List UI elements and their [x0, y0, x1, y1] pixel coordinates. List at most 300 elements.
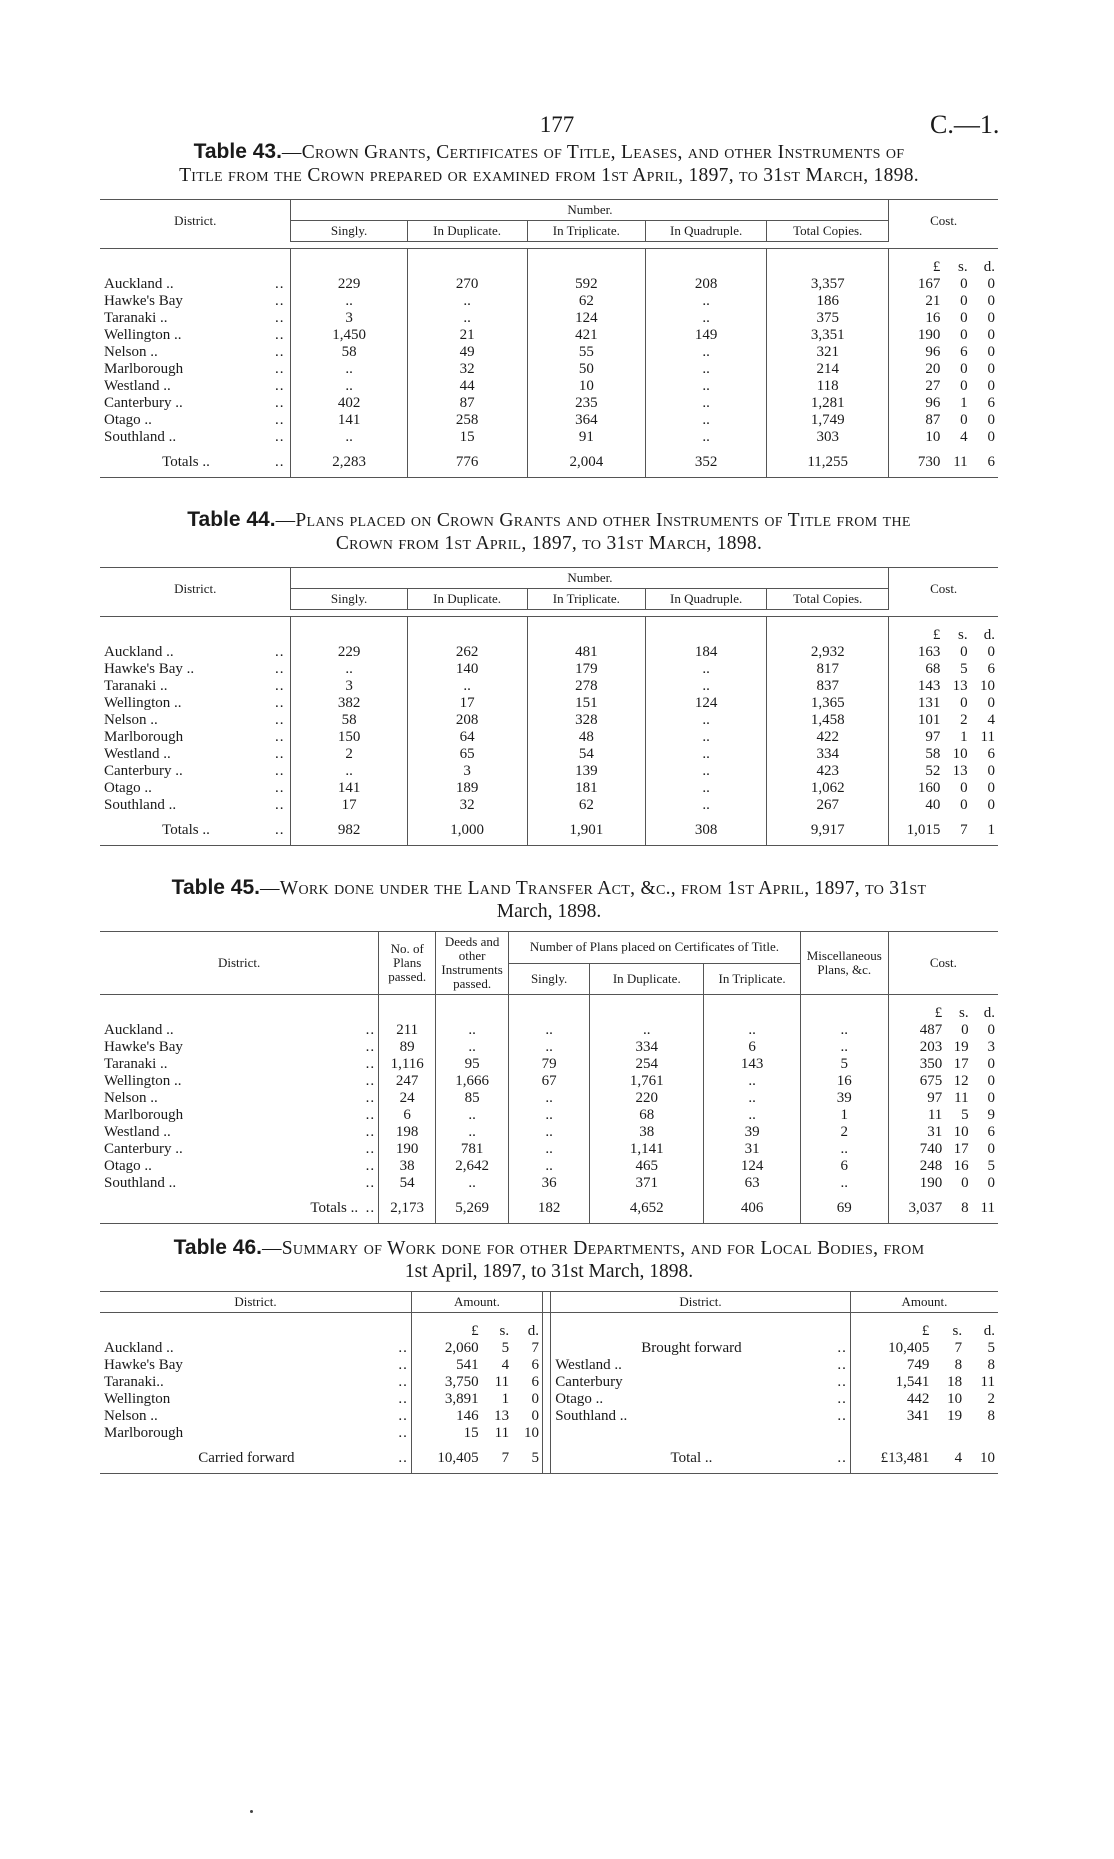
- count-cell: 254: [590, 1056, 704, 1073]
- column-gap: [543, 1374, 551, 1391]
- cost-pounds: 96: [925, 395, 941, 411]
- count-cell: 179: [527, 661, 646, 678]
- cost-shillings: 0: [960, 695, 968, 711]
- count-cell: 141: [291, 780, 407, 797]
- column-gap: [543, 1425, 551, 1442]
- district-name: Canterbury ..: [104, 763, 183, 779]
- table-row: [100, 310, 998, 327]
- header-total-copies: Total Copies.: [767, 221, 889, 242]
- leader-dots: ..: [272, 327, 291, 344]
- count-cell: ..: [800, 1141, 888, 1158]
- count-cell: 184: [646, 644, 767, 661]
- count-cell: 592: [527, 276, 646, 293]
- leader-dots: ..: [272, 293, 291, 310]
- count-cell: 837: [767, 678, 889, 695]
- leader-dots: ..: [272, 780, 291, 797]
- district-name: Westland ..: [555, 1357, 622, 1373]
- cost-pence: 4: [987, 712, 995, 728]
- leader-dots: ..: [272, 712, 291, 729]
- total-shillings: 7: [501, 1450, 510, 1466]
- table-44-grid: District. Number. Cost. Singly. In Duplicate. In Triplicate. In Quadruple. Total Copies. £ s. d. Auckland .. .. 229 262 481 184 2,932 163 0 0 Hawke's Bay .. .. .. 140 179 .. 817 68 5 6 Taranaki .. .. 3 .. 278 .. 837 143 13 10 Wellington .. .. 382 17 151 124 1,365 131 0 0 Nelson .. .. 58 208 328 .. 1,458 101 2 4 Marlborough .. 150 64 48 .. 422 97 1 11 Westland .. .. 2 65 54 .. 334 58 10 6 Canterbury .. .. .. 3 139 .. 423 52 13 0 Otago .. .. 141 189 181 .. 1,062 160 0 0 Southland .. .. 17 32 62 .. 267 40 0 0 Totals .. .. 982 1,000 1,901 308 9,917 1,015 7 1: [100, 567, 998, 846]
- count-cell: ..: [509, 1141, 590, 1158]
- table-row: [100, 1039, 998, 1056]
- count-cell: 32: [407, 797, 527, 814]
- leader-dots: ..: [272, 412, 291, 429]
- cost-pence: 0: [987, 276, 995, 292]
- cost-pounds: 31: [927, 1124, 943, 1140]
- count-cell: 151: [527, 695, 646, 712]
- count-cell: 186: [767, 293, 889, 310]
- district-name: Otago ..: [104, 1158, 152, 1174]
- amount-pence: 2: [987, 1391, 995, 1407]
- column-gap: [543, 1391, 551, 1408]
- cost-pence: 0: [987, 310, 995, 326]
- count-cell: 3,357: [767, 276, 889, 293]
- district-name: Auckland ..: [104, 1340, 174, 1356]
- table-row: [100, 1175, 998, 1192]
- cost-shillings: 5: [961, 1107, 969, 1123]
- count-cell: ..: [509, 1124, 590, 1141]
- header-duplicate: In Duplicate.: [407, 221, 527, 242]
- leader-dots: ..: [272, 378, 291, 395]
- count-cell: 17: [291, 797, 407, 814]
- leader-dots: ..: [272, 395, 291, 412]
- count-cell: 189: [407, 780, 527, 797]
- cost-pounds: 21: [925, 293, 941, 309]
- count-cell: 1,450: [291, 327, 407, 344]
- district-name: Hawke's Bay: [104, 293, 183, 309]
- header-plans-placed: Number of Plans placed on Certificates of Title.: [509, 932, 801, 964]
- table-row: [100, 1374, 998, 1391]
- table-row: [100, 412, 998, 429]
- count-cell: ..: [646, 395, 767, 412]
- count-cell: 48: [527, 729, 646, 746]
- cost-shillings: 5: [960, 661, 968, 677]
- total-cell: 2,004: [527, 446, 646, 478]
- count-cell: 91: [527, 429, 646, 446]
- district-name: Auckland ..: [104, 644, 174, 660]
- count-cell: 3,351: [767, 327, 889, 344]
- cost-pounds: 163: [917, 644, 941, 660]
- cost-pounds: 487: [919, 1022, 943, 1038]
- count-cell: ..: [509, 1039, 590, 1056]
- header-number: Number.: [291, 200, 889, 221]
- count-cell: 2,642: [436, 1158, 509, 1175]
- header-cost: Cost.: [930, 580, 958, 596]
- district-name: Marlborough: [104, 361, 184, 377]
- count-cell: 38: [590, 1124, 704, 1141]
- amount-pounds: 1,541: [895, 1374, 930, 1390]
- total-cell: 776: [407, 446, 527, 478]
- amount-shillings: 4: [501, 1357, 510, 1373]
- district-name: Southland ..: [555, 1408, 628, 1424]
- count-cell: 31: [704, 1141, 801, 1158]
- count-cell: 267: [767, 797, 889, 814]
- table-row: [100, 429, 998, 446]
- header-district: District.: [100, 200, 291, 242]
- district-name: Wellington: [104, 1391, 171, 1407]
- count-cell: 6: [800, 1158, 888, 1175]
- cost-shillings: 1: [960, 729, 968, 745]
- table-row: [100, 1340, 998, 1357]
- cost-shillings: 11: [954, 1090, 969, 1106]
- count-cell: 214: [767, 361, 889, 378]
- total-pounds: 3,037: [908, 1200, 943, 1216]
- count-cell: ..: [646, 780, 767, 797]
- count-cell: 423: [767, 763, 889, 780]
- leader-dots: ..: [272, 344, 291, 361]
- count-cell: ..: [800, 1175, 888, 1192]
- table-row: [100, 276, 998, 293]
- totals-row: [100, 1442, 998, 1474]
- count-cell: ..: [800, 1039, 888, 1056]
- total-cell: 308: [646, 814, 767, 846]
- district-name: Hawke's Bay: [104, 1039, 183, 1055]
- total-pence: 11: [980, 1200, 995, 1216]
- count-cell: 817: [767, 661, 889, 678]
- table-row: [100, 1357, 998, 1374]
- header-cost: Cost.: [929, 955, 957, 970]
- count-cell: 10: [527, 378, 646, 395]
- grand-total-label: Total ..: [670, 1450, 713, 1466]
- cost-pence: 0: [987, 763, 995, 779]
- leader-dots: ..: [272, 429, 291, 446]
- cost-pence: 6: [987, 746, 995, 762]
- district-name: Nelson ..: [104, 712, 158, 728]
- cost-pence: 5: [987, 1158, 995, 1174]
- district-name: Auckland ..: [104, 1022, 174, 1038]
- district-name: Taranaki ..: [104, 678, 168, 694]
- header-district: District.: [100, 568, 291, 610]
- cost-pence: 6: [987, 661, 995, 677]
- count-cell: ..: [646, 678, 767, 695]
- count-cell: 54: [379, 1175, 436, 1192]
- table-row: [100, 1158, 998, 1175]
- table-row: [100, 695, 998, 712]
- count-cell: 328: [527, 712, 646, 729]
- count-cell: ..: [704, 1090, 801, 1107]
- table-row: [100, 763, 998, 780]
- count-cell: 62: [527, 797, 646, 814]
- header-duplicate: In Duplicate.: [407, 589, 527, 610]
- leader-dots: ..: [272, 310, 291, 327]
- count-cell: 17: [407, 695, 527, 712]
- count-cell: 58: [291, 344, 407, 361]
- count-cell: ..: [436, 1124, 509, 1141]
- count-cell: ..: [646, 661, 767, 678]
- header-amount-left: Amount.: [411, 1292, 542, 1313]
- table-46: [100, 1236, 998, 1474]
- count-cell: ..: [646, 361, 767, 378]
- cost-pence: 0: [987, 412, 995, 428]
- table-row: [100, 361, 998, 378]
- count-cell: 67: [509, 1073, 590, 1090]
- cost-pence: 0: [987, 429, 995, 445]
- count-cell: 89: [379, 1039, 436, 1056]
- total-pence: 10: [980, 1450, 995, 1466]
- cost-pounds: 16: [925, 310, 941, 326]
- leader-dots: ..: [393, 1357, 412, 1374]
- cost-shillings: 1: [960, 395, 968, 411]
- totals-row: [100, 814, 998, 846]
- table-46-number: Table 46.: [173, 1236, 262, 1259]
- count-cell: ..: [800, 1022, 888, 1039]
- count-cell: 229: [291, 276, 407, 293]
- amount-pence: 0: [512, 1408, 542, 1425]
- cost-shillings: 10: [953, 1124, 969, 1140]
- cost-pounds: 675: [919, 1073, 943, 1089]
- count-cell: 85: [436, 1090, 509, 1107]
- leader-dots: ..: [361, 1192, 379, 1224]
- district-name: Nelson ..: [104, 344, 158, 360]
- count-cell: 49: [407, 344, 527, 361]
- count-cell: ..: [646, 763, 767, 780]
- leader-dots: ..: [361, 1158, 379, 1175]
- count-cell: 64: [407, 729, 527, 746]
- carried-forward-label: Carried forward: [198, 1450, 295, 1466]
- cost-pence: 6: [987, 1124, 995, 1140]
- count-cell: 95: [436, 1056, 509, 1073]
- count-cell: 141: [291, 412, 407, 429]
- count-cell: 65: [407, 746, 527, 763]
- leader-dots: ..: [272, 644, 291, 661]
- table-row: [100, 780, 998, 797]
- cost-shillings: 4: [960, 429, 968, 445]
- cost-pounds: 97: [927, 1090, 943, 1106]
- amount-pence: 7: [512, 1340, 542, 1357]
- leader-dots: ..: [272, 446, 291, 478]
- district-name: Nelson ..: [104, 1408, 158, 1424]
- table-row: [100, 1107, 998, 1124]
- count-cell: 1,365: [767, 695, 889, 712]
- table-row: [100, 293, 998, 310]
- table-row: [100, 1408, 998, 1425]
- amount-pence: [965, 1425, 998, 1442]
- total-cell: 352: [646, 446, 767, 478]
- count-cell: ..: [646, 429, 767, 446]
- cost-pounds: 131: [917, 695, 941, 711]
- district-name: Marlborough: [104, 1107, 184, 1123]
- count-cell: 24: [379, 1090, 436, 1107]
- table-45: [100, 876, 998, 1224]
- leader-dots: ..: [393, 1425, 412, 1442]
- cost-shillings: 10: [952, 746, 968, 762]
- district-name: Canterbury ..: [104, 1141, 183, 1157]
- total-cell: 982: [291, 814, 407, 846]
- leader-dots: ..: [361, 1107, 379, 1124]
- count-cell: 3: [291, 310, 407, 327]
- count-cell: 270: [407, 276, 527, 293]
- district-name: [551, 1425, 832, 1442]
- count-cell: 3: [291, 678, 407, 695]
- district-name: Canterbury ..: [104, 395, 183, 411]
- total-cell: 11,255: [767, 446, 889, 478]
- count-cell: 150: [291, 729, 407, 746]
- cost-pounds: 52: [925, 763, 941, 779]
- count-cell: 118: [767, 378, 889, 395]
- count-cell: 421: [527, 327, 646, 344]
- count-cell: 143: [704, 1056, 801, 1073]
- amount-shillings: 5: [501, 1340, 510, 1356]
- leader-dots: ..: [272, 678, 291, 695]
- amount-shillings: 10: [947, 1391, 963, 1407]
- cost-pence: 0: [987, 1175, 995, 1191]
- table-row: [100, 661, 998, 678]
- total-shillings: 7: [960, 822, 968, 838]
- header-singly: Singly.: [291, 221, 407, 242]
- count-cell: 278: [527, 678, 646, 695]
- leader-dots: ..: [832, 1408, 851, 1425]
- table-row: [100, 797, 998, 814]
- leader-dots: ..: [361, 1056, 379, 1073]
- table-row: [100, 327, 998, 344]
- count-cell: 50: [527, 361, 646, 378]
- count-cell: 371: [590, 1175, 704, 1192]
- header-duplicate: In Duplicate.: [590, 963, 704, 994]
- leader-dots: ..: [361, 1090, 379, 1107]
- leader-dots: ..: [832, 1374, 851, 1391]
- count-cell: ..: [291, 361, 407, 378]
- page-number: 177: [539, 112, 575, 137]
- table-row: [100, 1073, 998, 1090]
- leader-dots: ..: [272, 661, 291, 678]
- total-pence: 6: [987, 454, 995, 470]
- amount-pounds: [850, 1425, 932, 1442]
- count-cell: ..: [509, 1090, 590, 1107]
- cost-pounds: 160: [917, 780, 941, 796]
- total-cell: 2,283: [291, 446, 407, 478]
- cost-pence: 10: [980, 678, 995, 694]
- count-cell: 1: [800, 1107, 888, 1124]
- total-shillings: 11: [953, 454, 968, 470]
- cost-pence: 0: [987, 361, 995, 377]
- leader-dots: ..: [272, 361, 291, 378]
- count-cell: 334: [590, 1039, 704, 1056]
- header-amount-right: Amount.: [850, 1292, 998, 1313]
- amount-pence: 11: [980, 1374, 995, 1390]
- header-misc-plans: Miscellaneous Plans, &c.: [800, 932, 888, 995]
- count-cell: ..: [509, 1022, 590, 1039]
- table-45-caption: Table 45.—Work done under the Land Transfer Act, &c., from 1st April, 1897, to 31st March, 1898.: [171, 876, 927, 922]
- count-cell: ..: [646, 293, 767, 310]
- stray-mark: [250, 1810, 253, 1813]
- cost-pounds: 350: [919, 1056, 943, 1072]
- cost-pounds: 58: [925, 746, 941, 762]
- cost-shillings: 0: [960, 327, 968, 343]
- count-cell: 247: [379, 1073, 436, 1090]
- cost-shillings: 0: [961, 1022, 969, 1038]
- cost-pence: 0: [987, 695, 995, 711]
- count-cell: 87: [407, 395, 527, 412]
- total-cell: 1,000: [407, 814, 527, 846]
- cost-pence: 0: [987, 344, 995, 360]
- totals-row: [100, 1192, 998, 1224]
- cost-pence: 0: [987, 644, 995, 660]
- count-cell: ..: [436, 1107, 509, 1124]
- header-triplicate: In Triplicate.: [704, 963, 801, 994]
- count-cell: ..: [436, 1175, 509, 1192]
- table-row: [100, 1022, 998, 1039]
- header-triplicate: In Triplicate.: [527, 221, 646, 242]
- count-cell: 181: [527, 780, 646, 797]
- district-name: Wellington ..: [104, 1073, 182, 1089]
- amount-pounds: 541: [456, 1357, 479, 1373]
- count-cell: 140: [407, 661, 527, 678]
- count-cell: ..: [436, 1039, 509, 1056]
- cost-pence: 0: [987, 293, 995, 309]
- cost-shillings: 13: [952, 678, 968, 694]
- cost-pounds: 68: [925, 661, 941, 677]
- total-pounds: £13,481: [880, 1450, 930, 1466]
- leader-dots: ..: [393, 1442, 412, 1474]
- cost-pounds: 27: [925, 378, 941, 394]
- count-cell: ..: [704, 1073, 801, 1090]
- table-43-caption: Table 43.—Crown Grants, Certificates of Title, Leases, and other Instruments of Title from the Crown prepared or examined from 1st April, 1897, to 31st March, 1898.: [179, 140, 919, 186]
- table-row: [100, 1391, 998, 1408]
- amount-pounds: 10,405: [888, 1340, 930, 1356]
- count-cell: ..: [291, 429, 407, 446]
- header-district-right: District.: [551, 1292, 851, 1313]
- amount-shillings: [932, 1425, 965, 1442]
- cost-pence: 0: [987, 780, 995, 796]
- header-district: District.: [100, 932, 379, 995]
- total-cell: 69: [800, 1192, 888, 1224]
- count-cell: 1,116: [379, 1056, 436, 1073]
- count-cell: ..: [704, 1022, 801, 1039]
- header-triplicate: In Triplicate.: [527, 589, 646, 610]
- column-gap: [543, 1442, 551, 1474]
- count-cell: 39: [704, 1124, 801, 1141]
- cost-pounds: 190: [919, 1175, 943, 1191]
- amount-pence: 6: [512, 1374, 542, 1391]
- cost-shillings: 0: [960, 797, 968, 813]
- totals-label: Totals ..: [162, 454, 210, 470]
- count-cell: 211: [379, 1022, 436, 1039]
- count-cell: 32: [407, 361, 527, 378]
- count-cell: 402: [291, 395, 407, 412]
- count-cell: 1,749: [767, 412, 889, 429]
- district-name: Hawke's Bay ..: [104, 661, 195, 677]
- cost-pounds: 11: [927, 1107, 943, 1123]
- cost-pence: 0: [987, 1056, 995, 1072]
- amount-shillings: 18: [947, 1374, 963, 1390]
- cost-shillings: 13: [952, 763, 968, 779]
- cost-pounds: 167: [917, 276, 941, 292]
- cost-pounds: 40: [925, 797, 941, 813]
- cost-shillings: 6: [960, 344, 968, 360]
- count-cell: ..: [646, 797, 767, 814]
- cost-shillings: 0: [960, 361, 968, 377]
- count-cell: 303: [767, 429, 889, 446]
- district-name: Auckland ..: [104, 276, 174, 292]
- count-cell: ..: [646, 746, 767, 763]
- total-cell: 4,652: [590, 1192, 704, 1224]
- amount-pounds: 15: [463, 1425, 479, 1441]
- cost-pence: 3: [987, 1039, 995, 1055]
- cost-shillings: 0: [960, 780, 968, 796]
- totals-label: Totals ..: [310, 1200, 359, 1216]
- count-cell: ..: [509, 1107, 590, 1124]
- count-cell: ..: [407, 678, 527, 695]
- leader-dots: ..: [272, 695, 291, 712]
- cost-pounds: 740: [919, 1141, 943, 1157]
- column-gap: [543, 1408, 551, 1425]
- leader-dots: ..: [832, 1391, 851, 1408]
- leader-dots: ..: [361, 1022, 379, 1039]
- count-cell: 6: [379, 1107, 436, 1124]
- cost-pounds: 97: [925, 729, 941, 745]
- cost-pence: 0: [987, 327, 995, 343]
